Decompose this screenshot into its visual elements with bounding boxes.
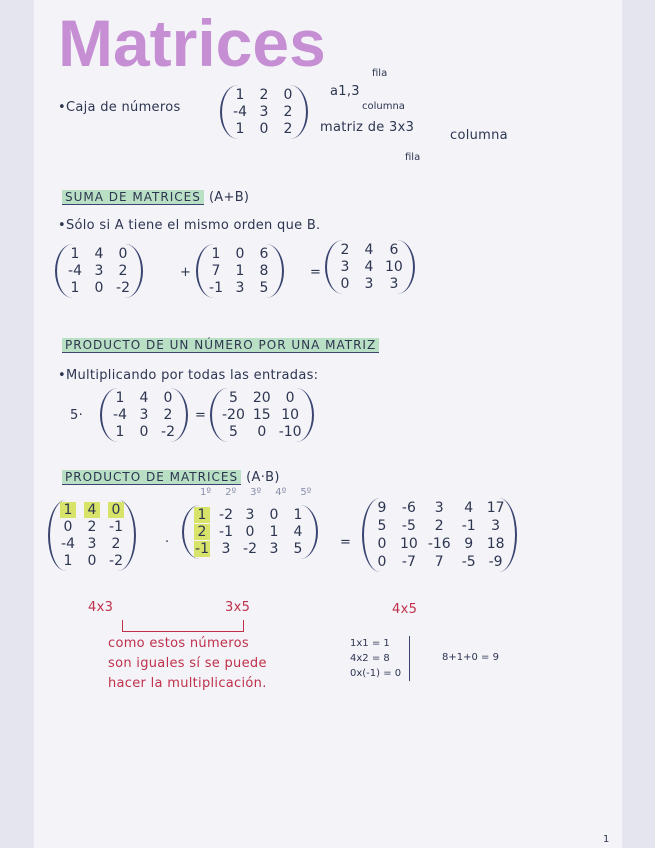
matrix-cell: 0: [245, 524, 255, 540]
calc: [350, 636, 410, 681]
matrix-cell: 3: [340, 259, 350, 275]
column-label: 1º: [200, 487, 212, 498]
producto-matrix-c: [362, 498, 517, 572]
producto-heading-suffix: (A·B): [246, 470, 280, 485]
matrix-cell: -4: [113, 407, 127, 423]
matrix-cell: 9: [464, 536, 474, 552]
fila-label: fila: [372, 68, 388, 79]
matrix-cell: -6: [401, 500, 416, 516]
matrix-cell: 3: [235, 280, 245, 296]
matrix-cell: 2: [163, 407, 173, 423]
matrix-cell: 4: [293, 524, 303, 540]
matrix-cell: 5: [228, 424, 238, 440]
matrix-cell: 10: [385, 259, 403, 275]
page-number: 1: [603, 834, 610, 845]
column-labels: [200, 487, 311, 498]
suma-heading: SUMA DE MATRICES: [62, 190, 204, 205]
note: [108, 634, 267, 694]
matrix-cell: 9: [377, 500, 387, 516]
matrix-cell: 4: [139, 390, 149, 406]
matrix-cell: 0: [94, 280, 104, 296]
dim-a: 4x3: [88, 600, 114, 615]
suma-matrix-a: [55, 244, 143, 298]
matrix-cell: 1: [115, 424, 125, 440]
matrix-cell: 3: [259, 104, 269, 120]
matrix-cell: 1: [293, 507, 303, 523]
matrix-cell: 6: [259, 246, 269, 262]
matrix-cell: 2: [118, 263, 128, 279]
matrix-cell: 1: [194, 507, 210, 523]
fila-arrow-label: fila: [405, 152, 421, 163]
matrix-cell: 2: [340, 242, 350, 258]
suma-rule: •Sólo si A tiene el mismo orden que B.: [58, 218, 321, 233]
matrix-cell: -1: [461, 518, 476, 534]
matrix-cell: 3: [491, 518, 501, 534]
matrix-cell: 2: [283, 104, 293, 120]
matrix-cell: 1: [70, 280, 80, 296]
matrix-cell: -9: [488, 554, 503, 570]
matrix-cell: 3: [87, 536, 97, 552]
matrix-cell: 3: [434, 500, 444, 516]
matrix-cell: 0: [269, 507, 279, 523]
intro-matrix: [220, 85, 308, 139]
matrix-cell: -5: [401, 518, 416, 534]
calc-line: 4x2 = 8: [350, 653, 390, 664]
note-line: como estos números: [108, 636, 249, 651]
matrix-cell: 18: [486, 536, 505, 552]
intro-bullet: •Caja de números: [58, 100, 181, 115]
producto-matrix-b: [182, 505, 318, 559]
matrix-cell: 3: [269, 541, 279, 557]
matrix-cell: -2: [116, 280, 130, 296]
equals-sign: =: [310, 265, 322, 280]
matrix-order: matriz de 3x3: [320, 120, 415, 135]
scalar-factor: 5·: [70, 408, 84, 423]
element-label: a1,3: [330, 84, 360, 99]
matrix-cell: 5: [377, 518, 387, 534]
columna-arrow-label: columna: [450, 128, 508, 143]
matrix-cell: 0: [257, 424, 267, 440]
matrix-cell: 5: [228, 390, 238, 406]
matrix-cell: 4: [84, 502, 100, 518]
matrix-cell: 6: [389, 242, 399, 258]
page-title: Matrices: [58, 6, 326, 80]
matrix-cell: 0: [63, 519, 73, 535]
plus-sign: +: [180, 265, 192, 280]
producto-heading: PRODUCTO DE MATRICES: [62, 470, 241, 485]
matrix-cell: 2: [259, 87, 269, 103]
matrix-cell: 8: [259, 263, 269, 279]
calc-sum: 8+1+0 = 9: [442, 652, 499, 663]
matrix-cell: -2: [161, 424, 175, 440]
matrix-cell: -10: [278, 424, 302, 440]
calc-line: 0x(-1) = 0: [350, 668, 402, 679]
equals-sign: =: [340, 535, 352, 550]
matrix-cell: 20: [252, 390, 271, 406]
matrix-cell: 7: [434, 554, 444, 570]
matrix-cell: 3: [221, 541, 231, 557]
matrix-cell: 1: [115, 390, 125, 406]
matrix-cell: -1: [209, 280, 223, 296]
note-line: son iguales sí se puede: [108, 656, 267, 671]
matrix-cell: 1: [235, 87, 245, 103]
matrix-cell: 4: [464, 500, 474, 516]
escalar-heading: PRODUCTO DE UN NÚMERO POR UNA MATRIZ: [62, 338, 379, 353]
suma-heading-suffix: (A+B): [208, 190, 250, 205]
matrix-cell: -2: [243, 541, 257, 557]
column-label: 2º: [225, 487, 237, 498]
matrix-cell: 1: [60, 502, 76, 518]
matrix-cell: -1: [219, 524, 233, 540]
matrix-cell: -4: [68, 263, 82, 279]
matrix-cell: 1: [269, 524, 279, 540]
matrix-cell: 15: [252, 407, 271, 423]
column-label: 4º: [275, 487, 287, 498]
suma-matrix-b: [196, 244, 284, 298]
matrix-cell: -7: [401, 554, 416, 570]
matrix-cell: 4: [364, 259, 374, 275]
matrix-cell: -5: [461, 554, 476, 570]
dim-c: 4x5: [392, 602, 418, 617]
column-label: 5º: [300, 487, 312, 498]
matrix-cell: -2: [219, 507, 233, 523]
columna-label: columna: [362, 101, 405, 112]
matrix-cell: 0: [163, 390, 173, 406]
matrix-cell: 2: [283, 121, 293, 137]
matrix-cell: 0: [377, 554, 387, 570]
matrix-cell: -1: [195, 541, 209, 557]
calc-line: 1x1 = 1: [350, 638, 390, 649]
equals-sign: =: [195, 408, 207, 423]
matrix-cell: 0: [285, 390, 295, 406]
matrix-cell: 7: [211, 263, 221, 279]
matrix-cell: 2: [434, 518, 444, 534]
matrix-cell: -4: [233, 104, 247, 120]
matrix-cell: 0: [259, 121, 269, 137]
matrix-cell: 3: [389, 276, 399, 292]
matrix-cell: 2: [111, 536, 121, 552]
matrix-cell: 3: [139, 407, 149, 423]
matrix-cell: 1: [235, 121, 245, 137]
note-line: hacer la multiplicación.: [108, 676, 267, 691]
matrix-cell: 3: [94, 263, 104, 279]
matrix-cell: 5: [259, 280, 269, 296]
dim-b: 3x5: [225, 600, 251, 615]
column-label: 3º: [250, 487, 262, 498]
suma-matrix-c: [325, 240, 415, 294]
matrix-cell: 10: [400, 536, 418, 552]
matrix-cell: -1: [109, 519, 123, 535]
matrix-cell: 0: [118, 246, 128, 262]
matrix-cell: 1: [70, 246, 80, 262]
matrix-cell: 4: [94, 246, 104, 262]
matrix-cell: 0: [235, 246, 245, 262]
matrix-cell: 2: [194, 524, 210, 540]
matrix-cell: 17: [486, 500, 505, 516]
matrix-cell: 3: [364, 276, 374, 292]
matrix-cell: 0: [283, 87, 293, 103]
matrix-cell: 1: [63, 553, 73, 569]
matrix-cell: 0: [377, 536, 387, 552]
bracket-connector: [122, 620, 244, 632]
matrix-cell: -2: [109, 553, 123, 569]
dot-sign: ·: [165, 535, 170, 550]
matrix-cell: 0: [87, 553, 97, 569]
escalar-matrix-a: [100, 388, 188, 442]
matrix-cell: 4: [364, 242, 374, 258]
matrix-cell: 1: [235, 263, 245, 279]
matrix-cell: 3: [245, 507, 255, 523]
matrix-cell: 10: [281, 407, 300, 423]
matrix-cell: 2: [87, 519, 97, 535]
matrix-cell: 0: [340, 276, 350, 292]
matrix-cell: -20: [222, 407, 245, 423]
producto-matrix-a: [48, 500, 136, 571]
matrix-cell: 1: [211, 246, 221, 262]
matrix-cell: -16: [427, 536, 451, 552]
escalar-matrix-c: [210, 388, 314, 442]
matrix-cell: 5: [293, 541, 303, 557]
matrix-cell: 0: [108, 502, 124, 518]
escalar-rule: •Multiplicando por todas las entradas:: [58, 368, 319, 383]
matrix-cell: -4: [61, 536, 75, 552]
matrix-cell: 0: [139, 424, 149, 440]
